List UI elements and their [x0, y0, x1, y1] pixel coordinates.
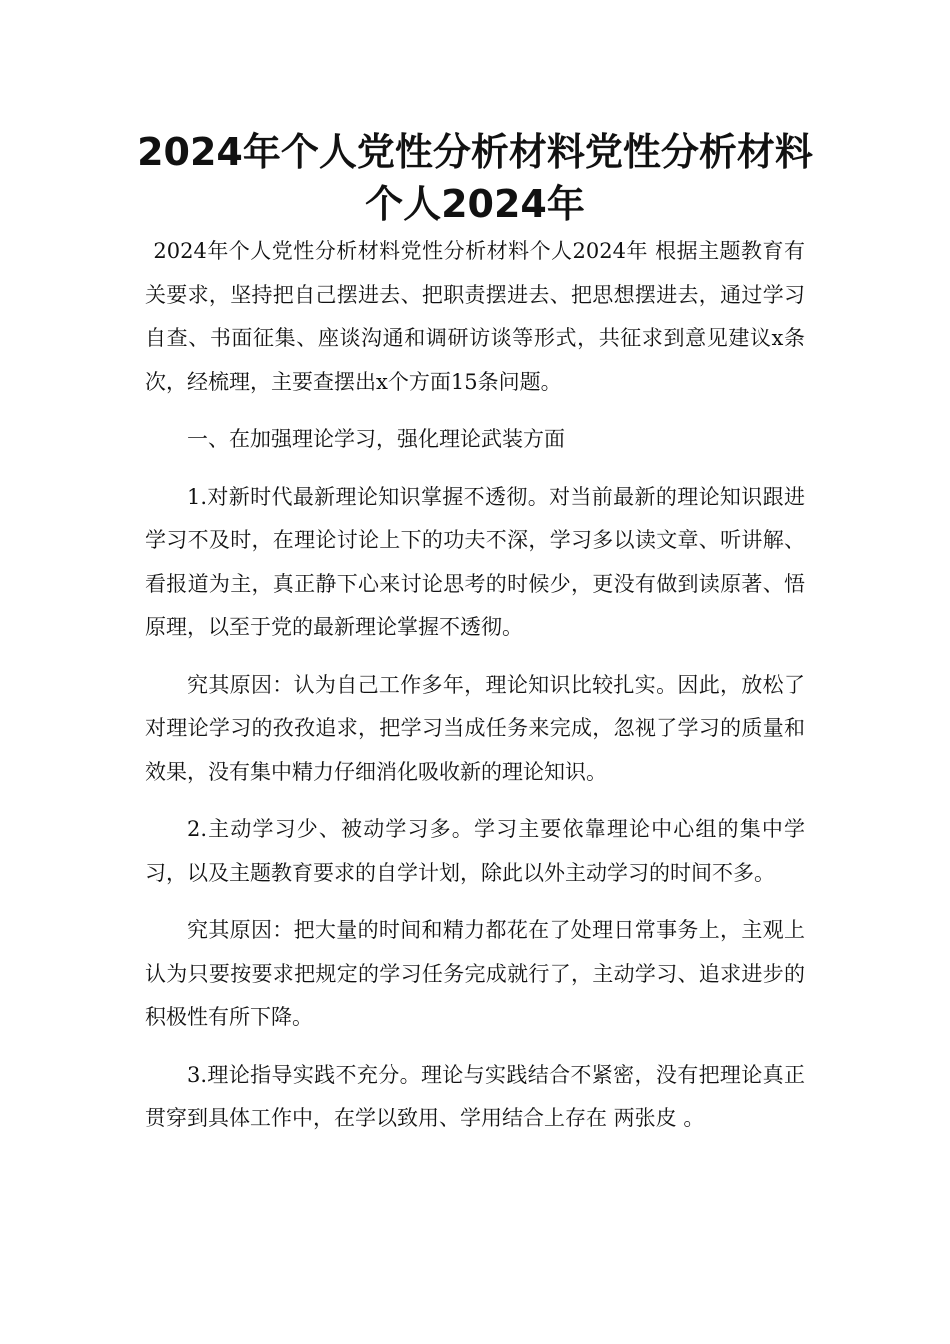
paragraph-cause-2: 究其原因：把大量的时间和精力都花在了处理日常事务上，主观上认为只要按要求把规定的学习任务完成就行了，主动学习、追求进步的积极性有所下降。 — [145, 918, 805, 1029]
document-body — [145, 230, 805, 1155]
section-heading: 一、在加强理论学习，强化理论武装方面 — [187, 427, 565, 451]
paragraph-cause-1: 究其原因：认为自己工作多年，理论知识比较扎实。因此，放松了对理论学习的孜孜追求，把学习当成任务来完成，忽视了学习的质量和效果，没有集中精力仔细消化吸收新的理论知识。 — [145, 672, 805, 784]
paragraph-issue-2: 2.主动学习少、被动学习多。学习主要依靠理论中心组的集中学习，以及主题教育要求的自学计划，除此以外主动学习的时间不多。 — [145, 817, 805, 885]
paragraph-issue-3: 3.理论指导实践不充分。理论与实践结合不紧密，没有把理论真正贯穿到具体工作中，在学以致用、学用结合上存在 两张皮 。 — [145, 1062, 805, 1130]
document-title: 2024年个人党性分析材料党性分析材料个人2024年 — [137, 130, 813, 226]
paragraph-issue-1: 1.对新时代最新理论知识掌握不透彻。对当前最新的理论知识跟进学习不及时，在理论讨论上下的功夫不深，学习多以读文章、听讲解、看报道为主，真正静下心来讨论思考的时候少，更没有做到读原著、悟原理，以至于党的最新理论掌握不透彻。 — [145, 484, 805, 639]
paragraph-intro: 2024年个人党性分析材料党性分析材料个人2024年 根据主题教育有关要求，坚持把自己摆进去、把职责摆进去、把思想摆进去，通过学习自查、书面征集、座谈沟通和调研访谈等形式，共征求到意见建议x条次，经梳理，主要查摆出x个方面15条问题。 — [145, 239, 805, 394]
